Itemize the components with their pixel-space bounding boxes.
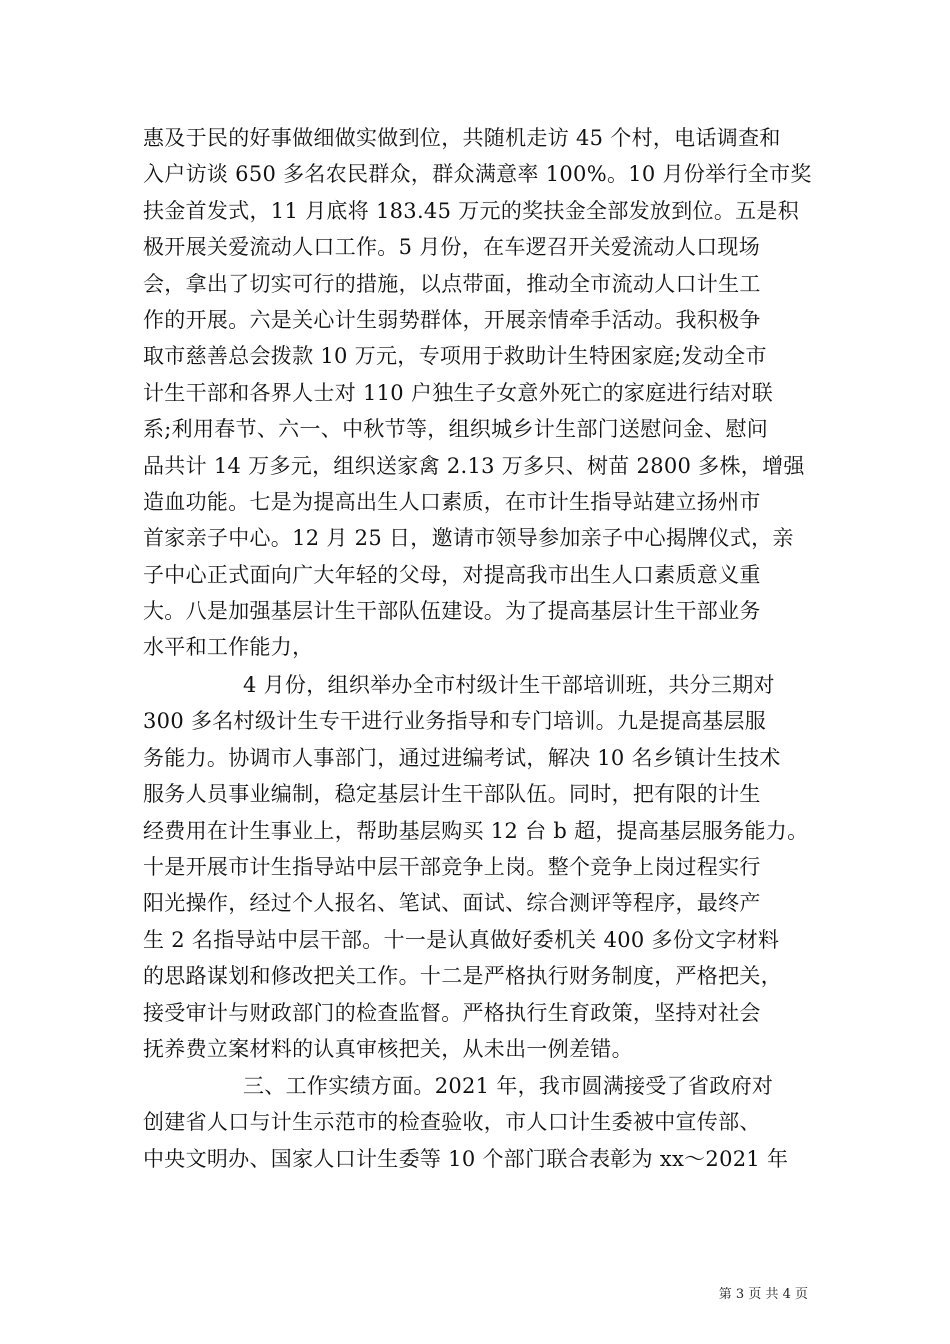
text-line: 扶金首发式，11 月底将 183.45 万元的奖扶金全部发放到位。五是积 (143, 198, 800, 223)
text-line: 300 多名村级计生专干进行业务指导和专门培训。九是提高基层服 (143, 709, 767, 734)
text-line: 抚养费立案材料的认真审核把关，从未出一例差错。 (143, 1036, 633, 1061)
text-line: 三、工作实绩方面。2021 年，我市圆满接受了省政府对 (243, 1074, 774, 1098)
text-line: 造血功能。七是为提高出生人口素质，在市计生指导站建立扬州市 (143, 489, 761, 514)
text-line: 水平和工作能力， (143, 635, 314, 660)
text-line: 惠及于民的好事做细做实做到位，共随机走访 45 个村，电话调查和 (143, 126, 781, 150)
text-line: 品共计 14 万多元，组织送家禽 2.13 万多只、树苗 2800 多株，增强 (143, 453, 805, 478)
paragraph-2 (143, 667, 808, 1067)
text-line: 务能力。协调市人事部门，通过进编考试，解决 10 名乡镇计生技术 (143, 745, 781, 770)
text-line: 服务人员事业编制，稳定基层计生干部队伍。同时，把有限的计生 (143, 782, 761, 807)
text-line: 中央文明办、国家人口计生委等 10 个部门联合表彰为 xx～2021 年 (143, 1146, 789, 1171)
text-line: 系;利用春节、六一、中秋节等，组织城乡计生部门送慰问金、慰问 (143, 417, 769, 442)
text-line: 阳光操作，经过个人报名、笔试、面试、综合测评等程序，最终产 (143, 891, 761, 916)
paragraph-3 (143, 1068, 808, 1177)
text-line: 创建省人口与计生示范市的检查验收，市人口计生委被中宣传部、 (143, 1110, 761, 1135)
text-line: 大。八是加强基层计生干部队伍建设。为了提高基层计生干部业务 (143, 599, 761, 624)
paragraph-1 (143, 120, 812, 666)
text-line: 十是开展市计生指导站中层干部竞争上岗。整个竞争上岗过程实行 (143, 854, 761, 879)
text-line: 作的开展。六是关心计生弱势群体，开展亲情牵手活动。我积极争 (143, 307, 761, 332)
text-line: 子中心正式面向广大年轻的父母，对提高我市出生人口素质意义重 (143, 562, 761, 587)
text-line: 经费用在计生事业上，帮助基层购买 12 台 b 超，提高基层服务能力。 (143, 818, 809, 843)
text-line: 入户访谈 650 多名农民群众，群众满意率 100%。10 月份举行全市奖 (143, 162, 812, 187)
text-line: 4 月份，组织举办全市村级计生干部培训班，共分三期对 (243, 673, 775, 697)
text-line: 首家亲子中心。12 月 25 日，邀请市领导参加亲子中心揭牌仪式，亲 (143, 526, 794, 551)
text-line: 的思路谋划和修改把关工作。十二是严格执行财务制度，严格把关， (143, 964, 782, 989)
page-number-footer: 第 3 页 共 4 页 (718, 1287, 808, 1302)
text-line: 取市慈善总会拨款 10 万元，专项用于救助计生特困家庭;发动全市 (143, 344, 767, 369)
text-line: 计生干部和各界人士对 110 户独生子女意外死亡的家庭进行结对联 (143, 380, 774, 405)
text-line: 生 2 名指导站中层干部。十一是认真做好委机关 400 多份文字材料 (143, 927, 780, 952)
text-line: 接受审计与财政部门的检查监督。严格执行生育政策，坚持对社会 (143, 1000, 761, 1025)
text-line: 会，拿出了切实可行的措施，以点带面，推动全市流动人口计生工 (143, 271, 761, 296)
text-line: 极开展关爱流动人口工作。5 月份，在车逻召开关爱流动人口现场 (143, 235, 761, 260)
